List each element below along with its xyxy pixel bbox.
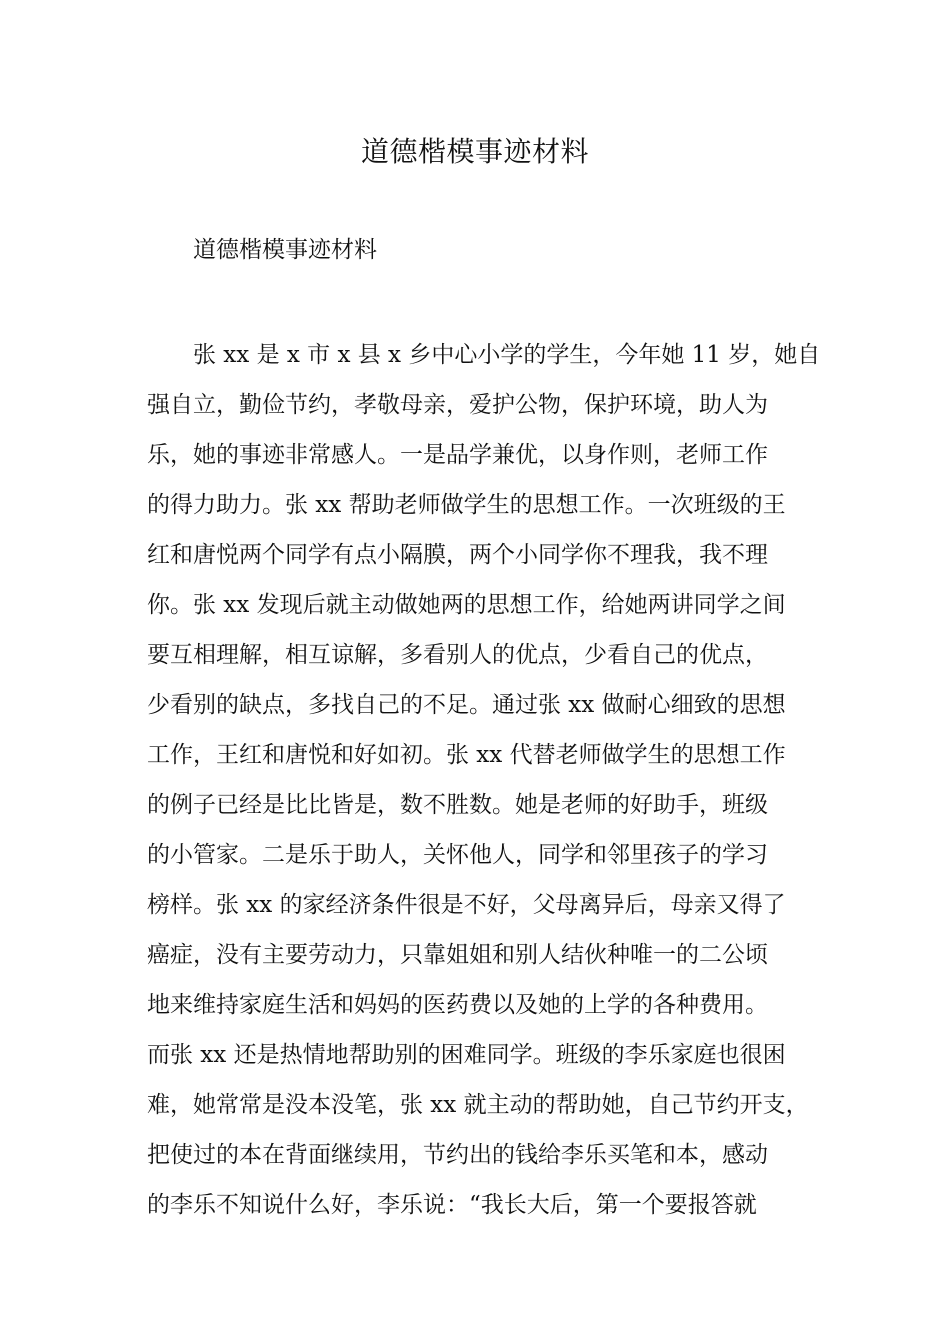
body-line: 癌症，没有主要劳动力，只靠姐姐和别人结伙种唯一的二公顷 (147, 942, 768, 968)
body-line: 少看别的缺点，多找自己的不足。通过张 xx 做耐心细致的思想 (147, 692, 786, 718)
body-line: 乐，她的事迹非常感人。一是品学兼优，以身作则，老师工作 (147, 442, 768, 468)
body-line: 的小管家。二是乐于助人，关怀他人，同学和邻里孩子的学习 (147, 842, 768, 868)
body-line: 而张 xx 还是热情地帮助别的困难同学。班级的李乐家庭也很困 (147, 1042, 786, 1068)
document-title: 道德楷模事迹材料 (360, 135, 589, 168)
document-subtitle: 道德楷模事迹材料 (193, 237, 377, 263)
body-line: 要互相理解，相互谅解，多看别人的优点，少看自己的优点， (147, 642, 768, 668)
body-line: 你。张 xx 发现后就主动做她两的思想工作，给她两讲同学之间 (147, 592, 786, 618)
body-line: 强自立，勤俭节约，孝敬母亲，爱护公物，保护环境，助人为 (147, 392, 768, 418)
body-line: 工作，王红和唐悦和好如初。张 xx 代替老师做学生的思想工作 (147, 742, 786, 768)
document-body (147, 330, 827, 1230)
body-line: 难，她常常是没本没笔，张 xx 就主动的帮助她，自己节约开支， (147, 1092, 809, 1118)
body-line: 的得力助力。张 xx 帮助老师做学生的思想工作。一次班级的王 (147, 492, 786, 518)
body-line: 的李乐不知说什么好，李乐说：“我长大后，第一个要报答就 (147, 1192, 757, 1218)
body-line: 把使过的本在背面继续用，节约出的钱给李乐买笔和本，感动 (147, 1142, 768, 1168)
body-line: 红和唐悦两个同学有点小隔膜，两个小同学你不理我，我不理 (147, 542, 768, 568)
body-line: 张 xx 是 x 市 x 县 x 乡中心小学的学生，今年她 11 岁，她自 (193, 342, 821, 368)
body-line: 榜样。张 xx 的家经济条件很是不好，父母离异后，母亲又得了 (147, 892, 786, 918)
body-line: 地来维持家庭生活和妈妈的医药费以及她的上学的各种费用。 (147, 992, 768, 1018)
body-line: 的例子已经是比比皆是，数不胜数。她是老师的好助手，班级 (147, 792, 768, 818)
